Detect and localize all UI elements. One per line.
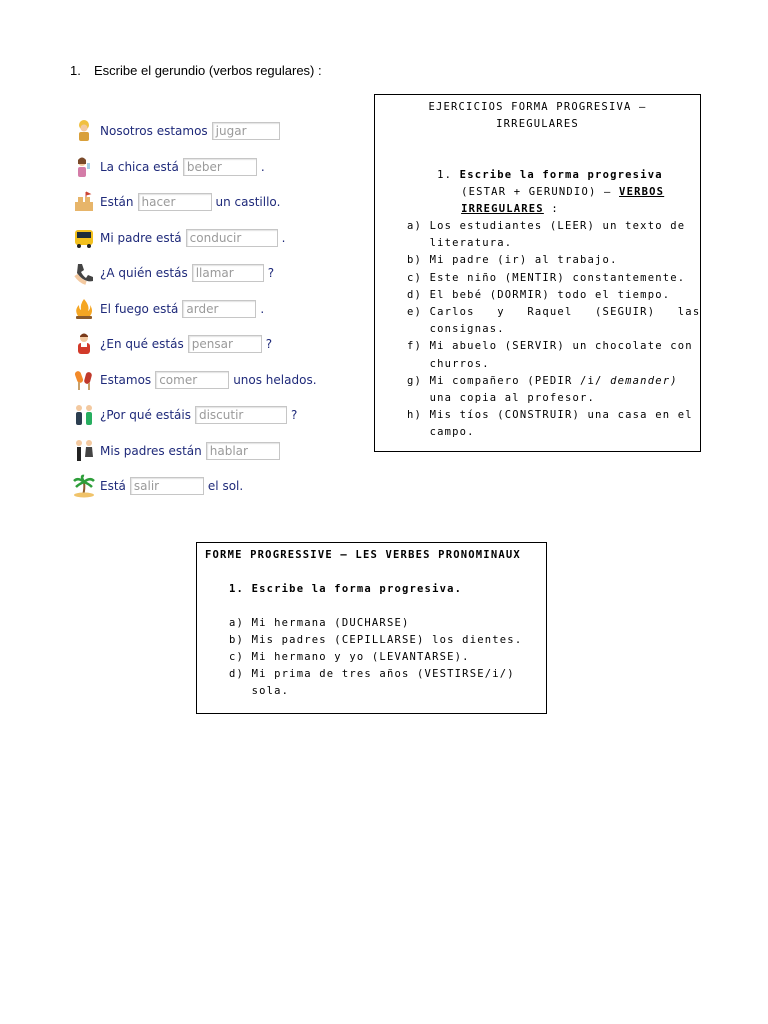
- row-text-before: ¿En qué estás: [100, 337, 184, 351]
- exercise-row: [72, 225, 285, 251]
- row-text-before: Está: [100, 479, 126, 493]
- row-text-after: ?: [267, 266, 275, 280]
- palm-tree-icon: [72, 474, 96, 498]
- box1-title-line2: IRREGULARES: [496, 118, 579, 130]
- sandcastle-icon: [72, 190, 96, 214]
- bus-icon: [72, 226, 96, 250]
- row-text-before: ¿A quién estás: [100, 266, 188, 280]
- box1-instruction-number: 1.: [437, 169, 453, 181]
- exercise-row: [72, 296, 264, 322]
- phone-icon: [72, 261, 96, 285]
- row-text-before: El fuego está: [100, 302, 179, 316]
- box1-item-text: g) Mi compañero (PEDIR /i/: [407, 374, 611, 387]
- box2-item-line: a) Mi hermana (DUCHARSE): [229, 617, 410, 629]
- box1-instruction-c: :: [543, 203, 559, 215]
- row-text-after: .: [281, 231, 286, 245]
- row-text-before: Estamos: [100, 373, 152, 387]
- box1-item-line: [407, 390, 595, 407]
- verb-input[interactable]: pensar: [188, 335, 262, 353]
- box1-item-text: f) Mi abuelo (SERVIR) un chocolate con: [407, 340, 693, 353]
- box2-item-line: d) Mi prima de tres años (VESTIRSE/i/): [229, 668, 515, 680]
- girl-drinking-icon: [72, 155, 96, 179]
- verb-input[interactable]: discutir: [195, 406, 287, 424]
- pronominales-exercise-box: [196, 542, 547, 714]
- exercise-row: [72, 118, 284, 144]
- box1-item-line: [407, 304, 700, 321]
- row-text-before: ¿Por qué estáis: [100, 408, 191, 422]
- box1-instruction-text: Escribe la forma progresiva: [459, 169, 663, 181]
- verb-input[interactable]: llamar: [192, 264, 264, 282]
- exercise-heading: [70, 63, 322, 78]
- box1-item-line: [407, 287, 670, 304]
- exercise-row: [72, 154, 265, 180]
- verb-input[interactable]: comer: [155, 371, 229, 389]
- thinking-person-icon: [72, 332, 96, 356]
- verb-input[interactable]: jugar: [212, 122, 280, 140]
- row-text-after: el sol.: [207, 479, 244, 493]
- verb-input[interactable]: conducir: [186, 229, 278, 247]
- box1-item-line: [407, 235, 512, 252]
- exercise-row: [72, 331, 272, 357]
- box2-instruction: 1. Escribe la forma progresiva.: [229, 583, 463, 595]
- ice-cream-icon: [72, 368, 96, 392]
- box1-item-text: c) Este niño (MENTIR) constantemente.: [407, 271, 686, 284]
- box1-item-text: campo.: [407, 426, 475, 439]
- box1-instruction-c-underlined: IRREGULARES: [461, 203, 544, 215]
- row-text-after: un castillo.: [215, 195, 281, 209]
- fire-icon: [72, 297, 96, 321]
- box1-item-text: a) Los estudiantes (LEER) un texto de: [407, 220, 686, 232]
- verb-input[interactable]: hablar: [206, 442, 280, 460]
- builder-icon: [72, 119, 96, 143]
- row-text-after: unos helados.: [233, 373, 317, 387]
- box1-item-text: b) Mi padre (ir) al trabajo.: [407, 254, 618, 267]
- box1-item-text: una copia al profesor.: [407, 392, 596, 404]
- box1-item-text: e) Carlos y Raquel (SEGUIR) las: [407, 306, 701, 318]
- row-text-before: Mis padres están: [100, 444, 202, 458]
- box2-item-line: c) Mi hermano y yo (LEVANTARSE).: [229, 651, 470, 663]
- exercise-row: [72, 189, 280, 215]
- verb-input[interactable]: arder: [182, 300, 256, 318]
- row-text-before: La chica está: [100, 160, 179, 174]
- exercise-row: [72, 402, 297, 428]
- box1-item-line: [407, 321, 505, 338]
- parents-icon: [72, 439, 96, 463]
- box1-title-line1: EJERCICIOS FORMA PROGRESIVA –: [428, 101, 647, 113]
- box1-item-text: d) El bebé (DORMIR) todo el tiempo.: [407, 288, 671, 301]
- exercise-row: [72, 367, 317, 393]
- box1-item-line: [407, 424, 475, 441]
- box2-title: FORME PROGRESSIVE – LES VERBES PRONOMINAUX: [205, 549, 521, 561]
- row-text-before: Mi padre está: [100, 231, 182, 245]
- box1-item-text: h) Mis tíos (CONSTRUIR) una casa en el: [407, 409, 693, 422]
- verb-input[interactable]: hacer: [138, 193, 212, 211]
- box1-item-italic: demander): [610, 374, 678, 387]
- box1-item-line: [407, 338, 693, 355]
- row-text-before: Están: [100, 195, 134, 209]
- exercise-row: [72, 260, 274, 286]
- row-text-after: .: [260, 302, 265, 316]
- box1-item-text: literatura.: [407, 237, 513, 250]
- row-text-after: ?: [265, 337, 273, 351]
- irregulares-exercise-box: [374, 94, 701, 452]
- box1-item-line: [407, 218, 685, 235]
- box1-instruction-b-underlined: VERBOS: [619, 186, 665, 198]
- box2-item-line: sola.: [229, 685, 290, 697]
- box2-item-line: b) Mis padres (CEPILLARSE) los dientes.: [229, 634, 523, 646]
- verb-input[interactable]: salir: [130, 477, 204, 495]
- heading-text: Escribe el gerundio (verbos regulares) :: [94, 63, 322, 78]
- arguing-people-icon: [72, 403, 96, 427]
- box1-instruction-b: (ESTAR + GERUNDIO) –: [461, 186, 620, 198]
- row-text-after: ?: [290, 408, 298, 422]
- exercise-row: [72, 438, 284, 464]
- heading-number: 1.: [70, 63, 81, 78]
- verb-input[interactable]: beber: [183, 158, 257, 176]
- box1-item-line: [407, 407, 693, 424]
- box1-item-line: [407, 373, 678, 390]
- box1-item-text: churros.: [407, 357, 490, 370]
- box1-item-line: [407, 356, 490, 373]
- exercise-row: [72, 473, 243, 499]
- box1-item-line: [407, 252, 618, 269]
- box1-item-text: consignas.: [407, 323, 505, 336]
- row-text-after: .: [260, 160, 265, 174]
- row-text-before: Nosotros estamos: [100, 124, 208, 138]
- box1-item-line: [407, 270, 685, 287]
